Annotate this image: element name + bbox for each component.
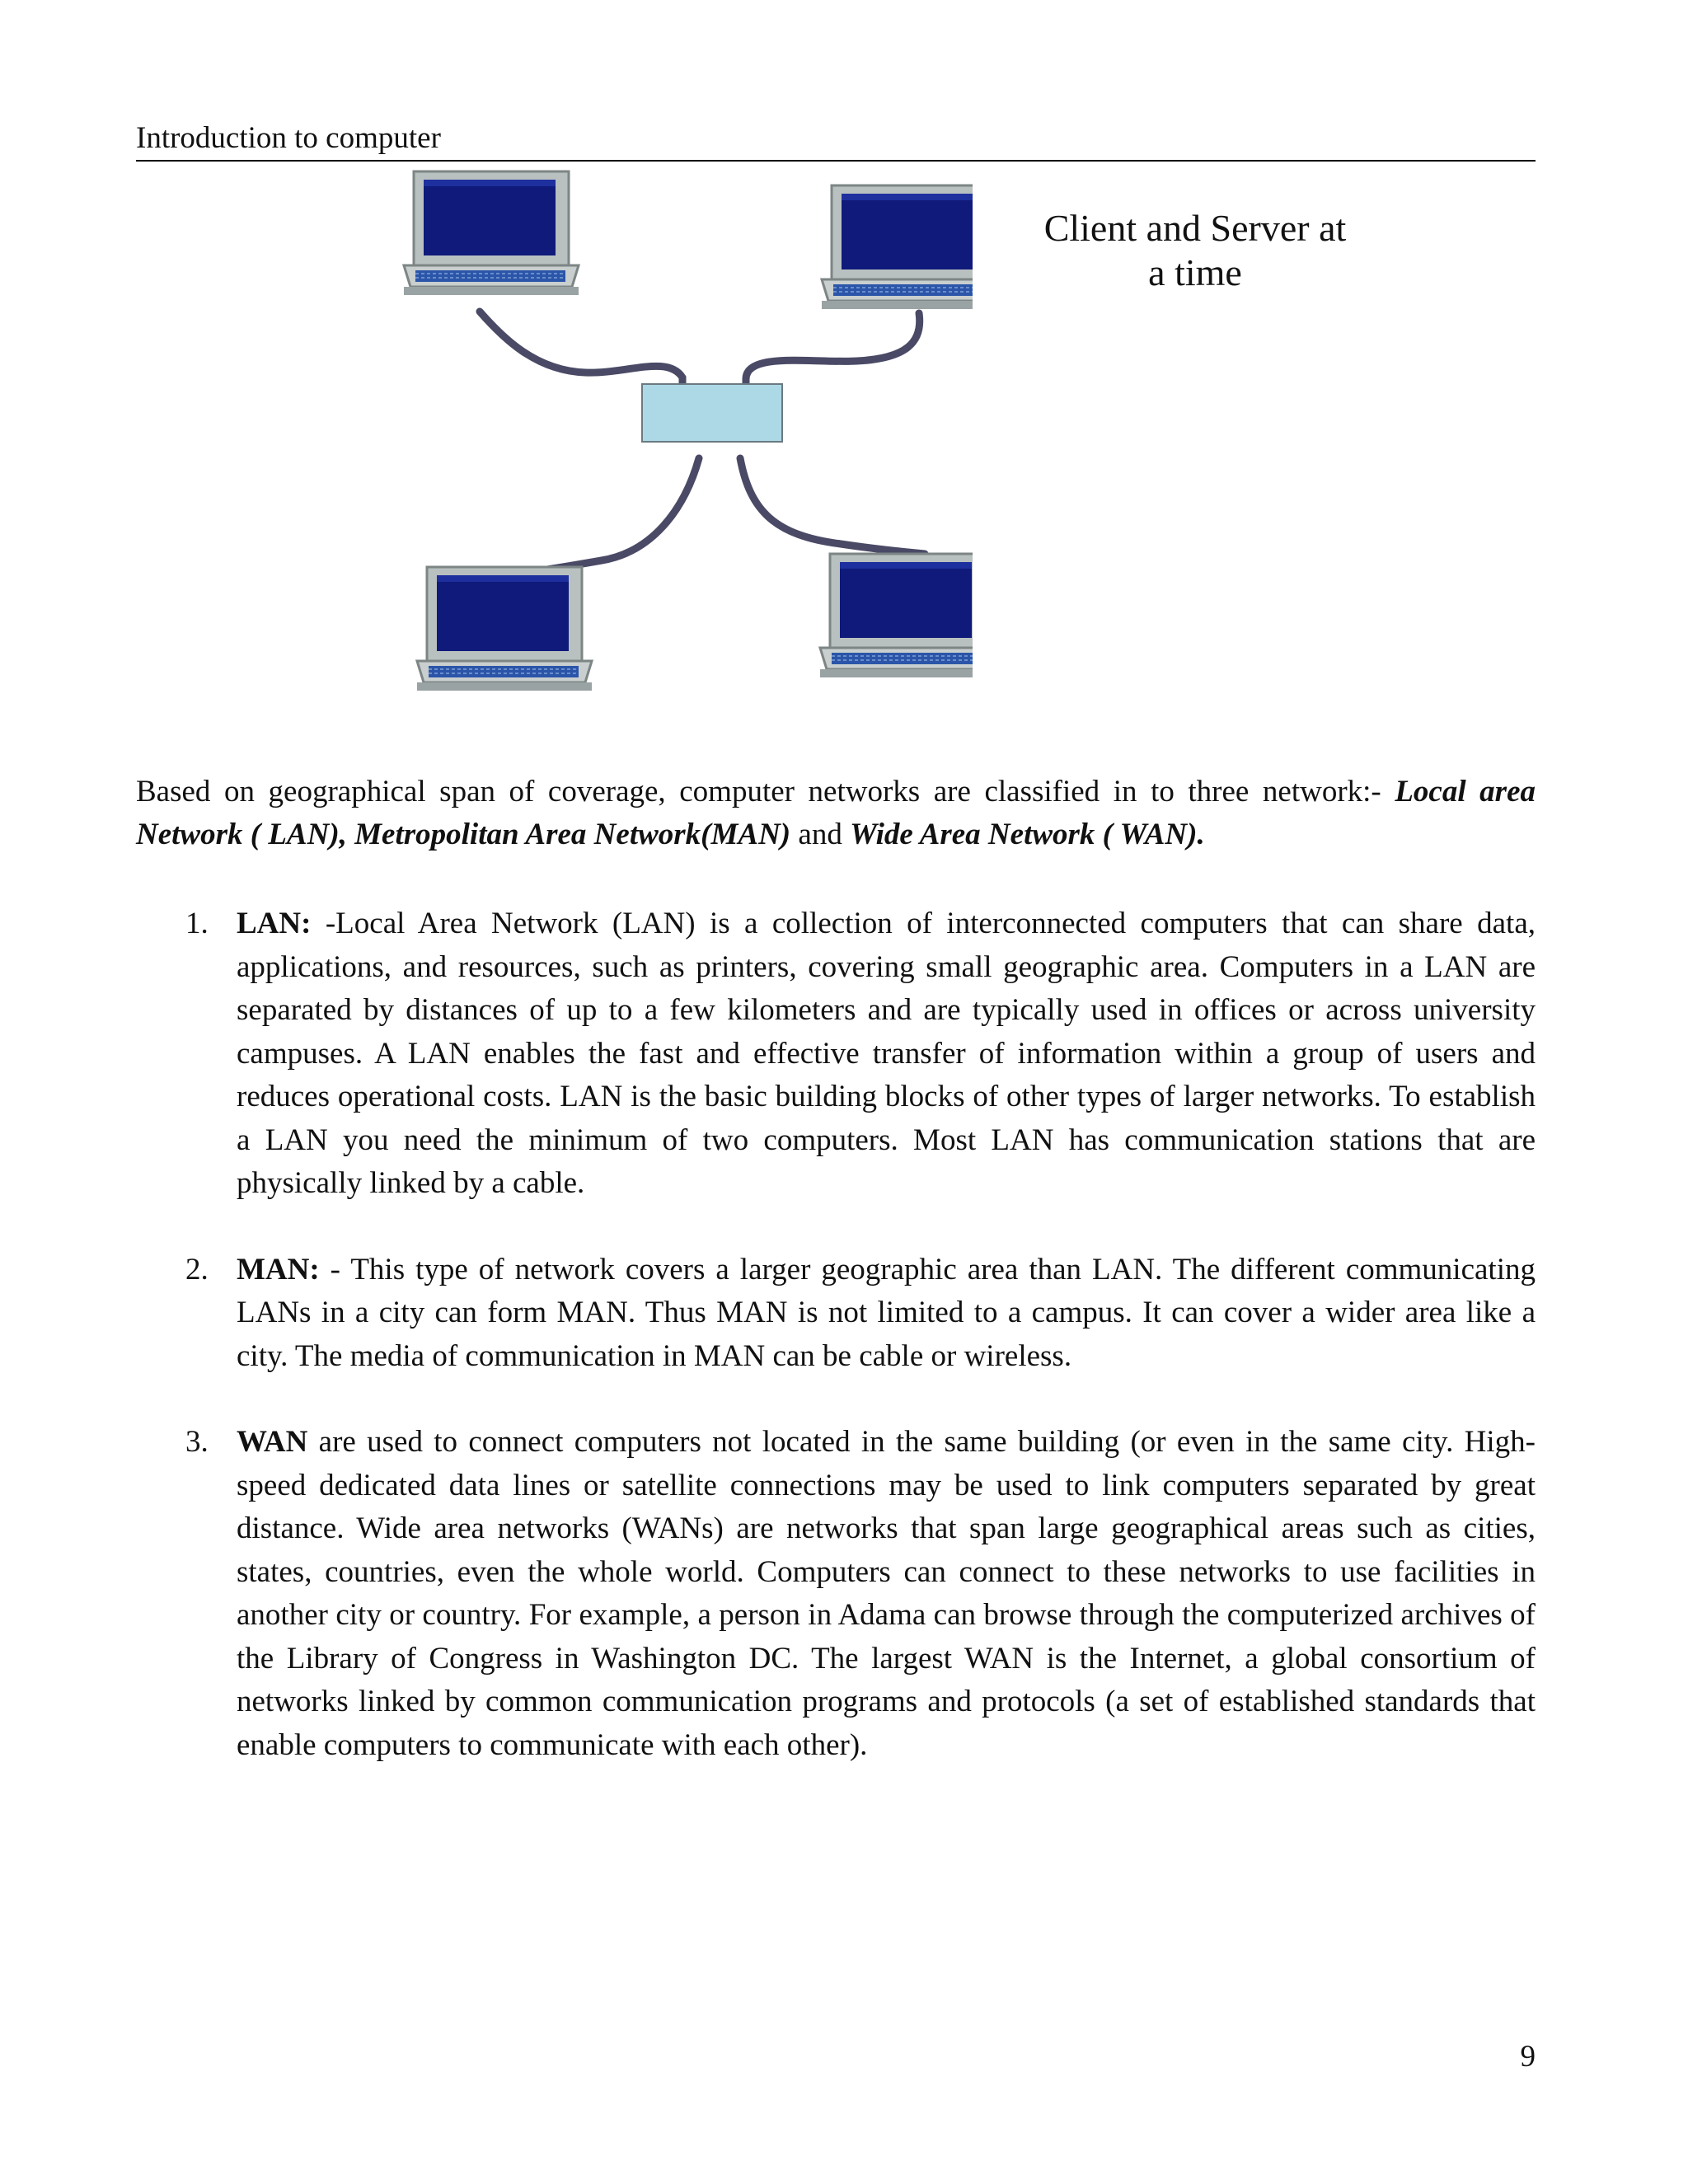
desktop-computer-icon	[404, 171, 579, 295]
cable-bottom-left	[519, 458, 699, 574]
list-item-lan	[136, 902, 1536, 1206]
cable-bottom-right	[740, 458, 925, 554]
header-title: Introduction to computer	[136, 121, 441, 155]
page-number: 9	[1520, 2040, 1536, 2074]
list-item-man	[136, 1249, 1536, 1379]
page-header	[136, 117, 1536, 162]
list-item-text: -Local Area Network (LAN) is a collection of interconnected computers that can share data, applications, and resources, such as printers, covering small geographic area. Computers in a LAN are separated by distances of up to a few kilometers and are typically used in offices or across university campuses. A LAN enables the fast and effective transfer of information within a group of users and reduces operational costs. LAN is the basic building blocks of other types of larger networks. To establish a LAN you need the minimum of two computers. Most LAN has communication stations that are physically linked by a cable.	[237, 907, 1536, 1200]
network-types-list	[136, 902, 1536, 1767]
network-hub-icon	[642, 384, 782, 442]
caption-line-1: Client and Server at	[1043, 207, 1347, 249]
list-item-text: are used to connect computers not located in the same building (or even in the same city. High-speed dedicated data lines or satellite connections may be used to link computers separated by great distance. Wide area networks (WANs) are networks that span large geographical areas such as cities, states, countries, even the whole world. Computers can connect to these networks to use facilities in another city or country. For example, a person in Adama can browse through the computerized archives of the Library of Congress in Washington DC. The largest WAN is the Internet, a global consortium of networks linked by common communication programs and protocols (a set of established standards that enable computers to communicate with each other).	[237, 1425, 1536, 1762]
desktop-computer-icon	[820, 554, 973, 677]
list-item-number: 3.	[185, 1425, 209, 1459]
desktop-computer-icon	[822, 185, 973, 309]
cable-top-left	[480, 312, 682, 396]
list-item-text: - This type of network covers a larger geographic area than LAN. The different communicating LANs in a city can form MAN. Thus MAN is not limited to a campus. It can cover a wider area like a city. The media of communication in MAN can be cable or wireless.	[237, 1252, 1536, 1373]
list-item-term: WAN	[237, 1425, 308, 1459]
intro-wan-term: Wide Area Network ( WAN).	[850, 818, 1205, 851]
list-item-number: 1.	[185, 907, 209, 940]
list-item-term: LAN:	[237, 907, 312, 940]
diagram-caption	[1006, 206, 1385, 295]
intro-lan-man-terms: Local area Network ( LAN), Metropolitan Area Network(MAN)	[136, 775, 1536, 851]
desktop-computer-icon	[417, 567, 592, 691]
intro-text: Based on geographical span of coverage, computer networks are classified in to three network:-	[136, 775, 1395, 808]
intro-paragraph	[136, 771, 1536, 856]
list-item-term: MAN:	[237, 1252, 320, 1286]
network-diagram	[379, 165, 973, 709]
intro-and: and	[790, 818, 851, 851]
list-item-number: 2.	[185, 1252, 209, 1286]
list-item-wan	[136, 1421, 1536, 1767]
caption-line-2: a time	[1148, 251, 1242, 293]
